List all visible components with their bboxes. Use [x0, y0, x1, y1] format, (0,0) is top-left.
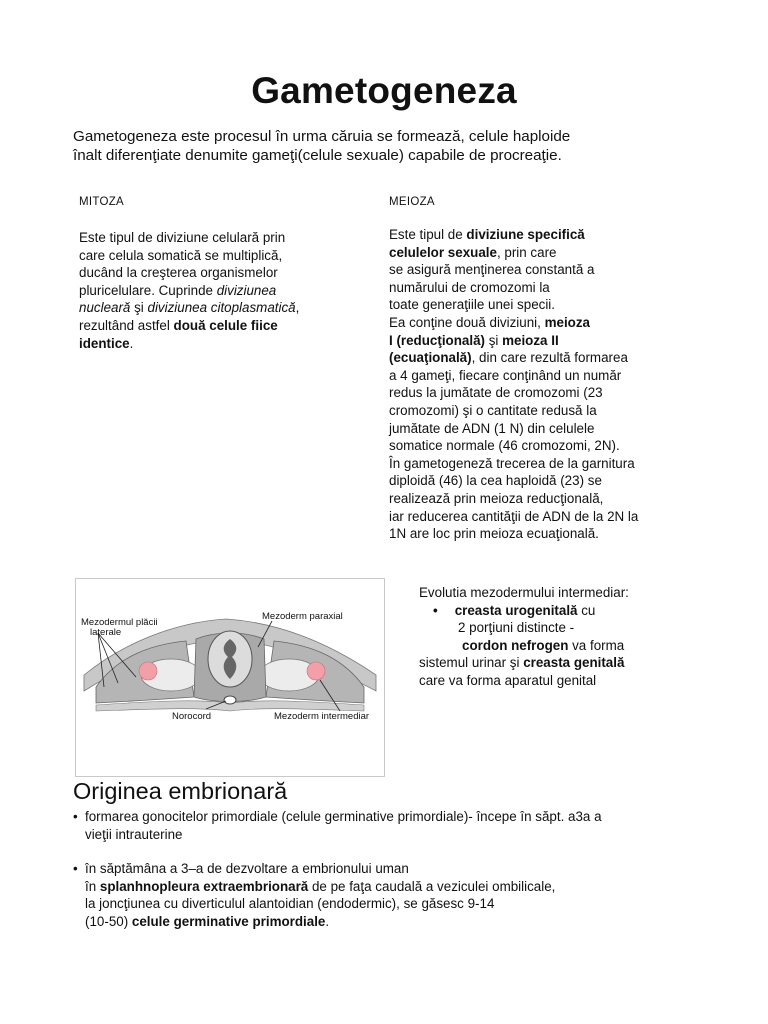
text: pluricelulare. Cuprinde [79, 282, 217, 298]
italic-term: nucleară [79, 300, 131, 316]
evolutie-line [419, 637, 719, 655]
text: va forma [568, 637, 625, 653]
mitoza-line: care celula somatică se multiplică, [79, 247, 283, 263]
bold-term: creasta genitală [523, 655, 625, 671]
bold-term: celulelor sexuale [389, 244, 497, 260]
text: (10-50) [85, 913, 132, 929]
bold-term: (ecuaţională) [389, 350, 472, 366]
meioza-heading: MEIOZA [389, 196, 435, 208]
meioza-line: 1N are loc prin meioza ecuaţională. [389, 526, 599, 542]
meioza-line: jumătate de ADN (1 N) din celulele [389, 420, 595, 436]
meioza-line: redus la jumătate de cromozomi (23 [389, 385, 603, 401]
mitoza-line: ducând la creşterea organismelor [79, 265, 278, 281]
text: în [85, 878, 100, 894]
page-title: Gametogeneza [251, 70, 517, 111]
mitoza-paragraph [79, 229, 349, 352]
text: , din care rezultă formarea [471, 350, 628, 366]
text: sistemul urinar şi [419, 655, 524, 671]
mitoza-heading: MITOZA [79, 196, 125, 208]
list-line: formarea gonocitelor primordiale (celule germinative primordiale)- începe în săpt. a3a a [85, 809, 602, 824]
text: . [325, 913, 330, 929]
bullet: • [73, 861, 78, 877]
bold-term: creasta urogenitală [454, 602, 578, 618]
meioza-line: a 4 gameţi, fiecare conţinând un număr [389, 367, 622, 383]
intro-line: Gametogeneza este procesul în urma căruia se formează, celule haploide [73, 128, 571, 145]
bold-term: identice [79, 335, 130, 351]
text: Ea conţine două diviziuni, [389, 314, 545, 330]
italic-term: diviziunea citoplasmatică [147, 300, 296, 316]
meioza-line [389, 244, 689, 262]
mitoza-line [79, 335, 349, 353]
bold-term: I (reducţională) [389, 332, 485, 348]
intermediate-mesoderm-left [139, 662, 157, 680]
label-paraxial-mesoderm: Mezoderm paraxial [262, 611, 343, 622]
intermediate-mesoderm-right [307, 662, 325, 680]
meioza-line [389, 349, 689, 367]
meioza-line: numărului de cromozomi la [389, 279, 550, 295]
mitoza-line [79, 299, 349, 317]
evolutie-line: care va forma aparatul genital [419, 672, 597, 688]
mitoza-line [79, 317, 349, 335]
meioza-line: somatice normale (46 cromozomi, 2N). [389, 438, 620, 454]
origine-list [73, 808, 713, 931]
list-line [85, 913, 713, 931]
meioza-line: diploidă (46) la cea haploidă (23) se [389, 473, 602, 489]
meioza-line [389, 332, 689, 350]
list-line: vieţii intrauterine [85, 826, 183, 842]
meioza-line: realizează prin meioza reducţională, [389, 490, 604, 506]
bold-term: splanhnopleura extraembrionară [99, 878, 309, 894]
bold-term: diviziune specifică [466, 227, 585, 242]
list-gap [73, 843, 713, 860]
label-lateral-plate: Mezodermul plăcii [81, 617, 158, 628]
meioza-line: În gametogeneză trecerea de la garnitura [389, 455, 635, 471]
label-lateral-plate: laterale [90, 627, 122, 638]
bold-term: celule germinative primordiale [131, 913, 326, 929]
list-item [73, 808, 713, 843]
text: cu [577, 602, 596, 618]
bold-term: meioza II [502, 332, 559, 348]
embryo-cross-section-figure [75, 578, 385, 777]
meioza-line [389, 226, 689, 244]
bold-term: două celule fiice [173, 317, 278, 333]
embryo-cross-section-diagram [76, 579, 384, 776]
bullet: • [73, 809, 78, 824]
evolutie-paragraph [419, 584, 719, 690]
text: Este tipul de [389, 227, 467, 242]
list-line: la joncţiunea cu diverticulul alantoidian (endodermic), se găsesc 9-14 [85, 896, 495, 912]
bold-term: meioza [544, 314, 590, 330]
list-line: în săptămâna a 3–a de dezvoltare a embrionului uman [85, 861, 409, 877]
meioza-paragraph [389, 226, 689, 543]
mitoza-line [79, 282, 349, 300]
evolutie-line [419, 602, 719, 620]
list-line [85, 878, 713, 896]
label-intermediate-mesoderm: Mezoderm intermediar [274, 711, 370, 722]
text: de pe faţa caudală a veziculei ombilicale, [308, 878, 556, 894]
meioza-line: toate generaţiile unei specii. [389, 297, 556, 313]
notochord [224, 696, 236, 704]
text: rezultând astfel [79, 317, 174, 333]
intro-paragraph [73, 127, 703, 165]
italic-term: diviziunea [216, 282, 277, 298]
evolutie-line: Evolutia mezodermului intermediar: [419, 585, 629, 600]
evolutie-line: 2 porţiuni distincte - [458, 620, 575, 636]
mitoza-line: Este tipul de diviziune celulară prin [79, 230, 286, 245]
label-notochord: Norocord [172, 711, 212, 722]
meioza-line: cromozomi) şi o cantitate redusă la [389, 402, 597, 418]
intro-line: înalt diferenţiate denumite gameţi(celule sexuale) capabile de procreaţie. [73, 147, 562, 164]
text: şi [484, 332, 503, 348]
meioza-line: iar reducerea cantităţii de ADN de la 2N la [389, 508, 639, 524]
text: , [295, 300, 300, 316]
text: şi [130, 300, 148, 316]
text: . [129, 335, 134, 351]
list-item [73, 860, 713, 930]
text: , prin care [496, 244, 557, 260]
evolutie-line [419, 654, 719, 672]
meioza-line: se asigură menţinerea constantă a [389, 262, 595, 278]
meioza-line [389, 314, 689, 332]
bold-term: cordon nefrogen [462, 637, 569, 653]
bullet: • [433, 602, 438, 618]
section-heading: Originea embrionară [73, 778, 288, 804]
